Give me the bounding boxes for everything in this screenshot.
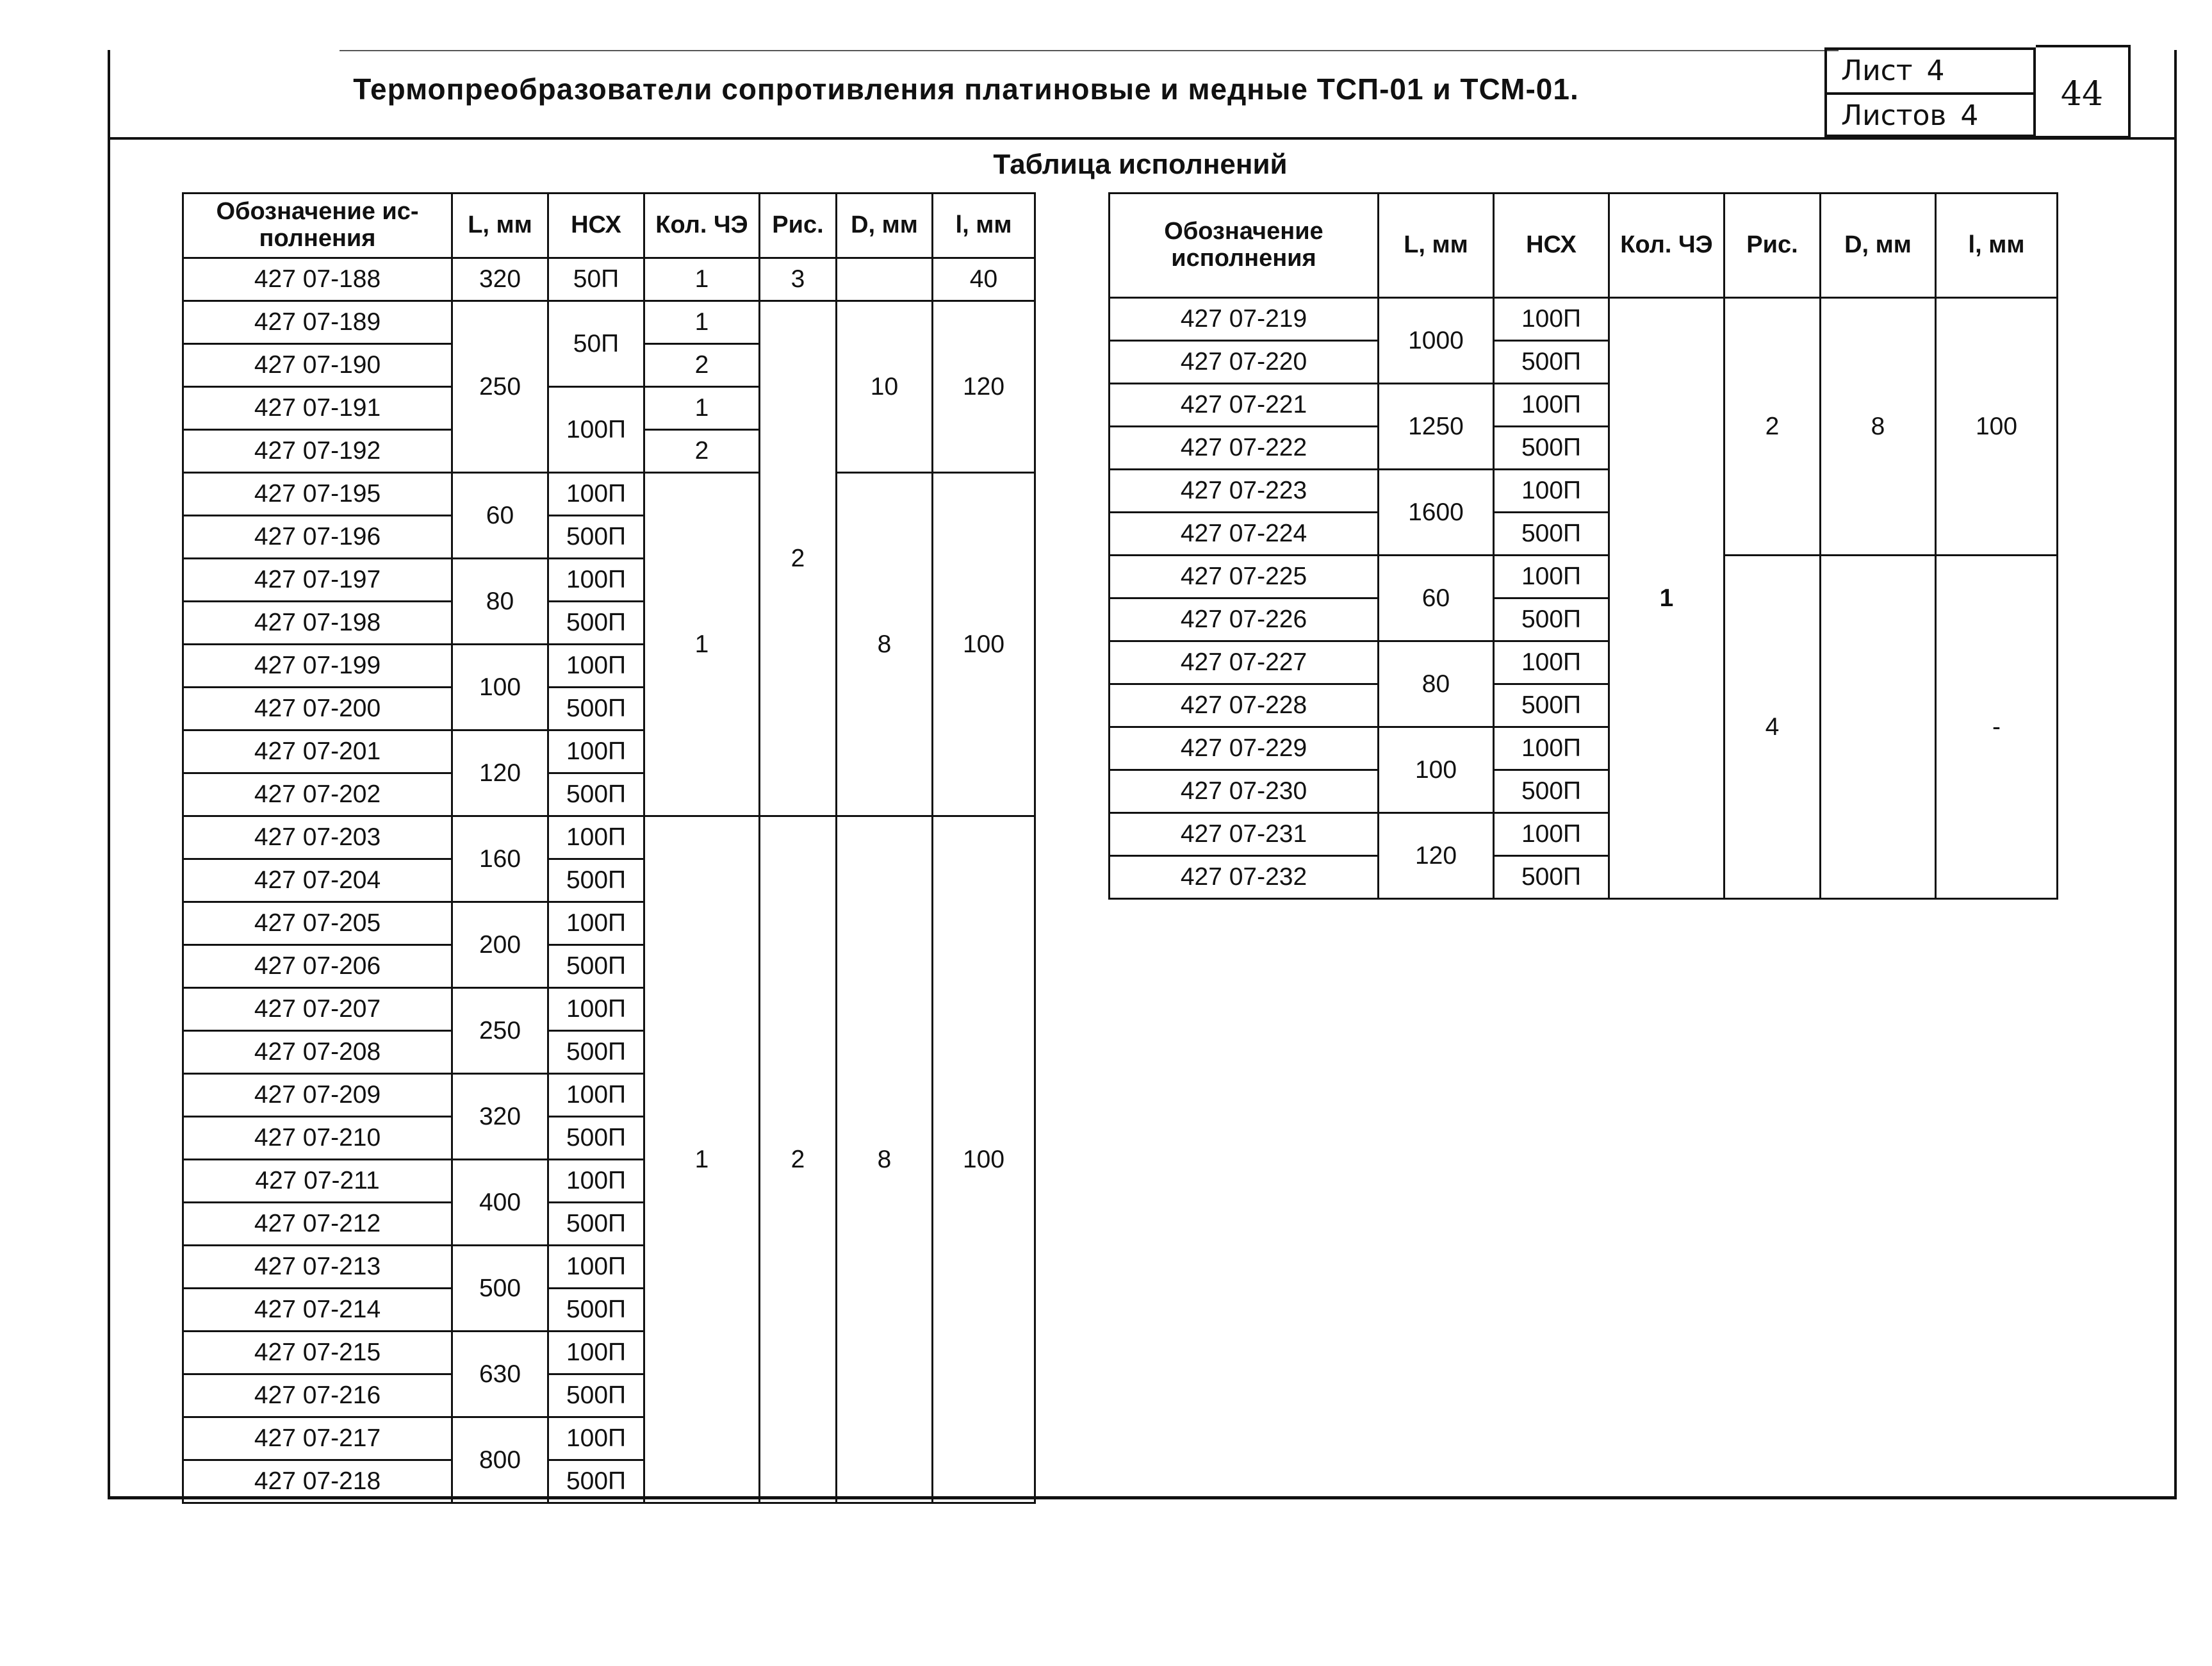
qty-cell: 1	[644, 258, 760, 301]
code-cell: 427 07-230	[1110, 770, 1379, 813]
length-cell: 80	[1379, 641, 1494, 727]
code-cell: 427 07-198	[183, 602, 452, 645]
nsx-cell: 500П	[548, 773, 644, 816]
sheet-info-box	[1824, 47, 2036, 137]
col-header-code: Обозначение исполнения	[1110, 194, 1379, 298]
nsx-cell: 500П	[548, 1289, 644, 1332]
nsx-cell: 100П	[1494, 470, 1609, 513]
nsx-cell: 500П	[548, 859, 644, 902]
code-cell: 427 07-205	[183, 902, 452, 945]
code-cell: 427 07-216	[183, 1374, 452, 1417]
nsx-cell: 500П	[548, 945, 644, 988]
table-row	[183, 301, 1035, 344]
diameter-cell	[1821, 556, 1936, 899]
page-number: 44	[2036, 45, 2131, 138]
l-cell: 100	[933, 473, 1035, 816]
code-cell: 427 07-231	[1110, 813, 1379, 856]
nsx-cell: 100П	[1494, 384, 1609, 427]
table-row	[183, 473, 1035, 516]
length-cell: 80	[452, 559, 548, 645]
nsx-cell: 500П	[548, 1117, 644, 1160]
length-cell: 630	[452, 1332, 548, 1417]
code-cell: 427 07-191	[183, 387, 452, 430]
code-cell: 427 07-188	[183, 258, 452, 301]
versions-table-left	[182, 192, 1036, 1504]
figure-cell: 2	[760, 816, 837, 1503]
nsx-cell: 100П	[548, 559, 644, 602]
col-header-qty: Кол. ЧЭ	[644, 194, 760, 258]
nsx-cell: 500П	[1494, 770, 1609, 813]
diameter-cell: 8	[837, 816, 933, 1503]
nsx-cell: 500П	[548, 602, 644, 645]
code-cell: 427 07-204	[183, 859, 452, 902]
table-row	[1110, 298, 2058, 341]
nsx-cell: 100П	[1494, 556, 1609, 598]
nsx-cell: 100П	[548, 1417, 644, 1460]
nsx-cell: 500П	[548, 516, 644, 559]
code-cell: 427 07-207	[183, 988, 452, 1031]
code-cell: 427 07-200	[183, 688, 452, 730]
nsx-cell: 500П	[548, 688, 644, 730]
l-cell: 100	[1936, 298, 2058, 556]
code-cell: 427 07-229	[1110, 727, 1379, 770]
code-cell: 427 07-202	[183, 773, 452, 816]
length-cell: 1250	[1379, 384, 1494, 470]
l-cell: -	[1936, 556, 2058, 899]
qty-cell: 1	[1609, 298, 1725, 899]
code-cell: 427 07-210	[183, 1117, 452, 1160]
nsx-cell: 100П	[548, 387, 644, 473]
code-cell: 427 07-221	[1110, 384, 1379, 427]
qty-cell: 2	[644, 344, 760, 387]
nsx-cell: 500П	[1494, 684, 1609, 727]
qty-cell: 1	[644, 387, 760, 430]
length-cell: 320	[452, 258, 548, 301]
nsx-cell: 100П	[548, 1160, 644, 1203]
code-cell: 427 07-206	[183, 945, 452, 988]
nsx-cell: 100П	[548, 816, 644, 859]
col-header-figure: Рис.	[760, 194, 837, 258]
table-header-row	[1110, 194, 2058, 298]
diameter-cell	[837, 258, 933, 301]
col-header-code: Обозначение ис-полнения	[183, 194, 452, 258]
code-cell: 427 07-214	[183, 1289, 452, 1332]
nsx-cell: 100П	[548, 902, 644, 945]
sheet-label: Лист	[1841, 54, 1913, 87]
col-header-diameter: D, мм	[837, 194, 933, 258]
col-header-l: l, мм	[1936, 194, 2058, 298]
col-header-qty: Кол. ЧЭ	[1609, 194, 1725, 298]
nsx-cell: 500П	[548, 1374, 644, 1417]
code-cell: 427 07-224	[1110, 513, 1379, 556]
code-cell: 427 07-225	[1110, 556, 1379, 598]
nsx-cell: 500П	[548, 1203, 644, 1246]
code-cell: 427 07-218	[183, 1460, 452, 1503]
header-rule	[108, 137, 2177, 140]
nsx-cell: 500П	[1494, 341, 1609, 384]
nsx-cell: 100П	[548, 473, 644, 516]
table-row	[183, 816, 1035, 859]
code-cell: 427 07-212	[183, 1203, 452, 1246]
col-header-diameter: D, мм	[1821, 194, 1936, 298]
nsx-cell: 500П	[1494, 856, 1609, 899]
length-cell: 120	[1379, 813, 1494, 899]
code-cell: 427 07-195	[183, 473, 452, 516]
nsx-cell: 500П	[1494, 427, 1609, 470]
sheets-value: 4	[1960, 99, 1979, 132]
table-row	[183, 258, 1035, 301]
nsx-cell: 500П	[1494, 598, 1609, 641]
length-cell: 250	[452, 301, 548, 473]
code-cell: 427 07-192	[183, 430, 452, 473]
length-cell: 60	[452, 473, 548, 559]
col-header-length: L, мм	[452, 194, 548, 258]
code-cell: 427 07-208	[183, 1031, 452, 1074]
sheets-row	[1827, 92, 2033, 137]
length-cell: 400	[452, 1160, 548, 1246]
length-cell: 120	[452, 730, 548, 816]
length-cell: 1000	[1379, 298, 1494, 384]
code-cell: 427 07-215	[183, 1332, 452, 1374]
length-cell: 200	[452, 902, 548, 988]
table-header-row	[183, 194, 1035, 258]
sheets-label: Листов	[1841, 99, 1947, 132]
l-cell: 40	[933, 258, 1035, 301]
nsx-cell: 100П	[548, 730, 644, 773]
qty-cell: 2	[644, 430, 760, 473]
length-cell: 1600	[1379, 470, 1494, 556]
length-cell: 100	[1379, 727, 1494, 813]
nsx-cell: 100П	[548, 645, 644, 688]
nsx-cell: 500П	[1494, 513, 1609, 556]
code-cell: 427 07-197	[183, 559, 452, 602]
code-cell: 427 07-220	[1110, 341, 1379, 384]
length-cell: 800	[452, 1417, 548, 1503]
nsx-cell: 100П	[548, 1332, 644, 1374]
code-cell: 427 07-211	[183, 1160, 452, 1203]
col-header-length: L, мм	[1379, 194, 1494, 298]
code-cell: 427 07-217	[183, 1417, 452, 1460]
document-title: Термопреобразователи сопротивления платиновые и медные ТСП-01 и ТСМ-01.	[353, 72, 1579, 106]
code-cell: 427 07-227	[1110, 641, 1379, 684]
figure-cell: 4	[1725, 556, 1821, 899]
length-cell: 60	[1379, 556, 1494, 641]
code-cell: 427 07-226	[1110, 598, 1379, 641]
col-header-l: l, мм	[933, 194, 1035, 258]
qty-cell: 1	[644, 816, 760, 1503]
diameter-cell: 8	[1821, 298, 1936, 556]
code-cell: 427 07-232	[1110, 856, 1379, 899]
nsx-cell: 100П	[1494, 813, 1609, 856]
l-cell: 120	[933, 301, 1035, 473]
nsx-cell: 100П	[1494, 298, 1609, 341]
code-cell: 427 07-213	[183, 1246, 452, 1289]
nsx-cell: 500П	[548, 1460, 644, 1503]
diameter-cell: 10	[837, 301, 933, 473]
diameter-cell: 8	[837, 473, 933, 816]
figure-cell: 3	[760, 258, 837, 301]
length-cell: 160	[452, 816, 548, 902]
code-cell: 427 07-219	[1110, 298, 1379, 341]
sheet-row	[1827, 50, 2033, 92]
sheet-value: 4	[1926, 54, 1945, 87]
table-row	[1110, 556, 2058, 598]
l-cell: 100	[933, 816, 1035, 1503]
figure-cell: 2	[760, 301, 837, 816]
code-cell: 427 07-189	[183, 301, 452, 344]
code-cell: 427 07-201	[183, 730, 452, 773]
col-header-nsx: НСХ	[548, 194, 644, 258]
nsx-cell: 500П	[548, 1031, 644, 1074]
qty-cell: 1	[644, 301, 760, 344]
code-cell: 427 07-190	[183, 344, 452, 387]
nsx-cell: 100П	[1494, 641, 1609, 684]
length-cell: 100	[452, 645, 548, 730]
nsx-cell: 100П	[548, 1246, 644, 1289]
code-cell: 427 07-196	[183, 516, 452, 559]
table-caption: Таблица исполнений	[993, 149, 1288, 180]
qty-cell: 1	[644, 473, 760, 816]
code-cell: 427 07-222	[1110, 427, 1379, 470]
code-cell: 427 07-223	[1110, 470, 1379, 513]
col-header-figure: Рис.	[1725, 194, 1821, 298]
code-cell: 427 07-228	[1110, 684, 1379, 727]
nsx-cell: 100П	[548, 988, 644, 1031]
nsx-cell: 100П	[1494, 727, 1609, 770]
length-cell: 250	[452, 988, 548, 1074]
nsx-cell: 50П	[548, 301, 644, 387]
code-cell: 427 07-199	[183, 645, 452, 688]
col-header-nsx: НСХ	[1494, 194, 1609, 298]
nsx-cell: 50П	[548, 258, 644, 301]
versions-table-right	[1108, 192, 2058, 900]
figure-cell: 2	[1725, 298, 1821, 556]
code-cell: 427 07-209	[183, 1074, 452, 1117]
length-cell: 320	[452, 1074, 548, 1160]
length-cell: 500	[452, 1246, 548, 1332]
nsx-cell: 100П	[548, 1074, 644, 1117]
code-cell: 427 07-203	[183, 816, 452, 859]
